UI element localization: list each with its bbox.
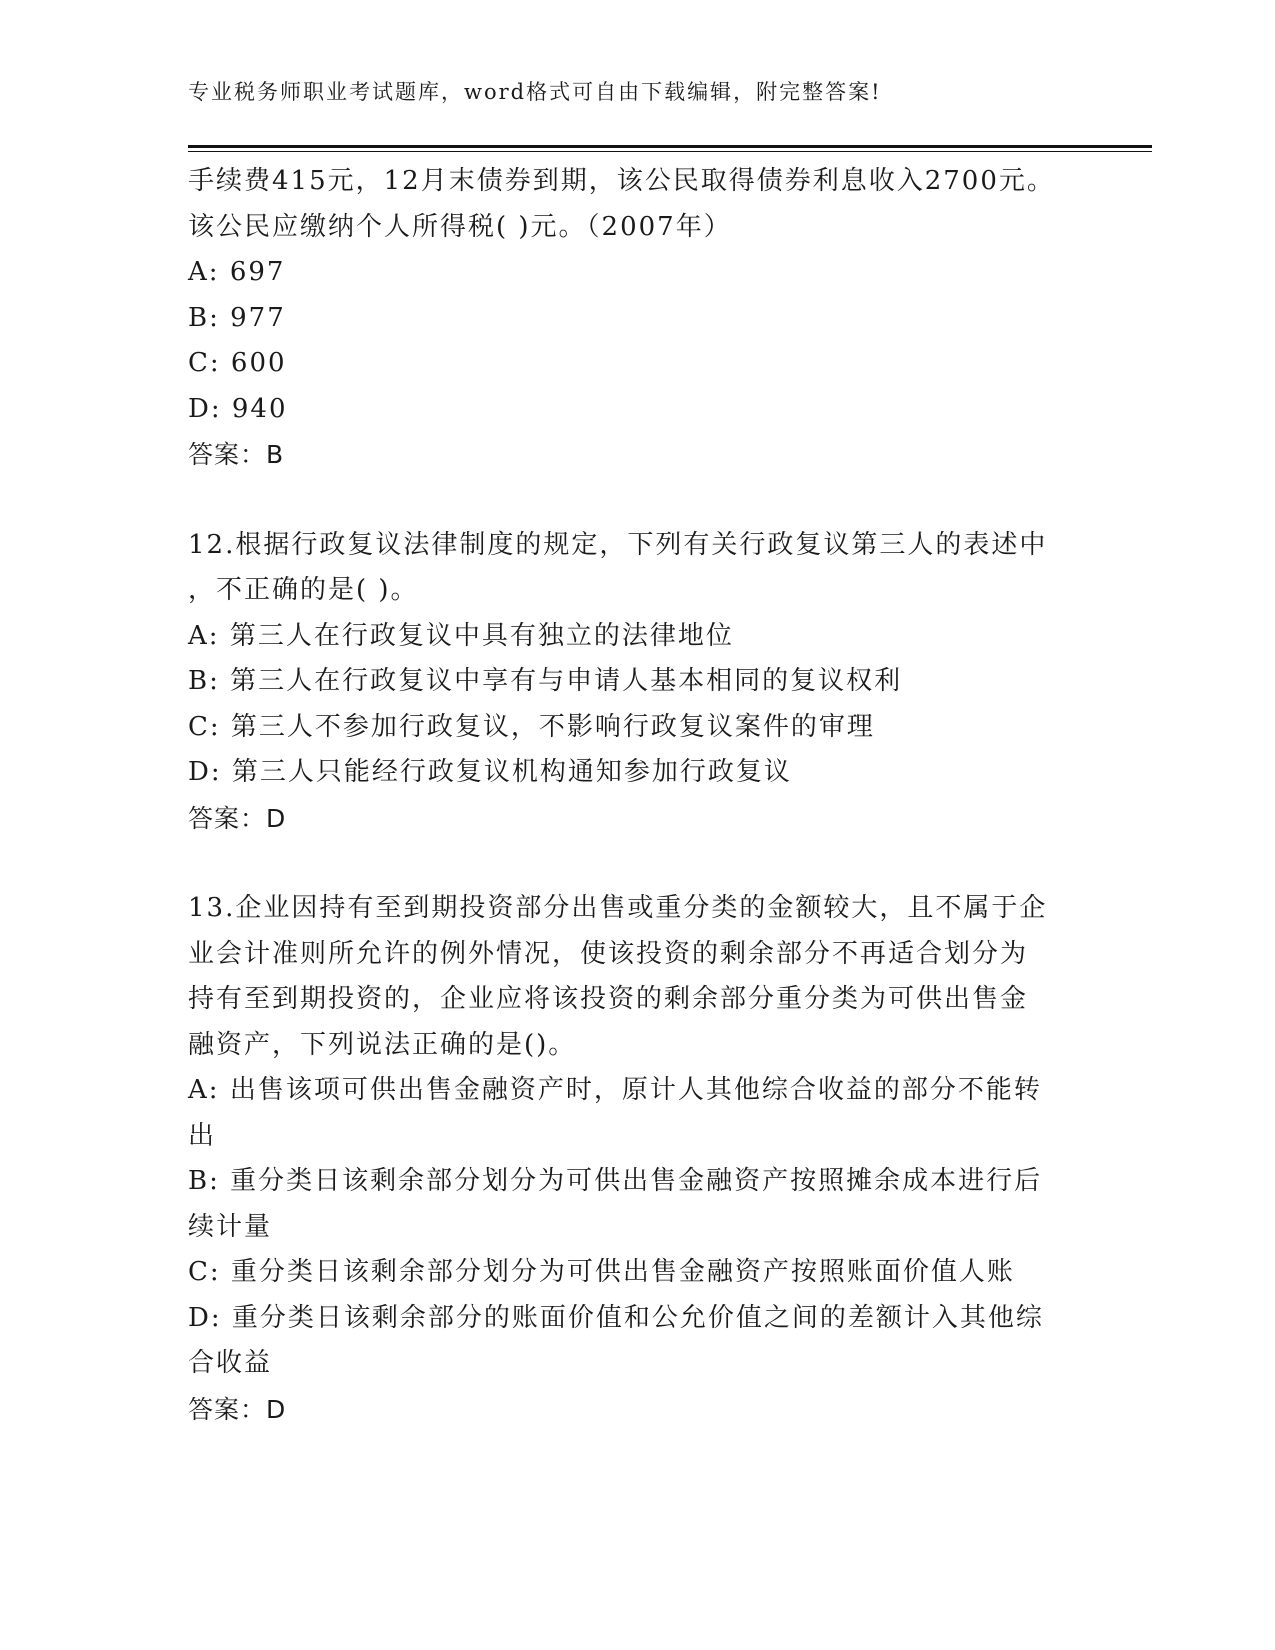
option-text: 重分类日该剩余部分划分为可供出售金融资产按照账面价值人账	[230, 1257, 1015, 1287]
option-d	[188, 387, 1088, 433]
option-text: 940	[231, 393, 288, 424]
option-text: 第三人在行政复议中具有独立的法律地位	[229, 620, 734, 651]
option-b-continuation: 续计量	[188, 1211, 273, 1242]
option-text: 600	[230, 348, 287, 378]
answer: 答案：B	[188, 440, 285, 469]
option-a	[188, 614, 1088, 660]
option-c	[188, 705, 1088, 751]
question-stem-line: 12.根据行政复议法律制度的规定，下列有关行政复议第三人的表述中	[188, 529, 1048, 560]
option-a	[188, 1068, 1088, 1114]
option-key: B:	[188, 666, 220, 696]
answer: 答案：D	[188, 1394, 287, 1424]
question-stem-line: 业会计准则所允许的例外情况，使该投资的剩余部分不再适合划分为	[188, 938, 1029, 969]
spacer	[188, 478, 1088, 523]
question-11	[188, 159, 1088, 478]
option-key: C:	[188, 711, 221, 742]
option-text: 重分类日该剩余部分的账面价值和公允价值之间的差额计入其他综	[231, 1302, 1044, 1333]
spacer	[188, 841, 1088, 886]
option-key: B:	[188, 1166, 220, 1196]
option-key: A:	[188, 257, 220, 287]
option-key: C:	[188, 1257, 221, 1287]
option-text: 977	[230, 302, 286, 333]
option-key: D:	[188, 393, 222, 424]
option-d-continuation: 合收益	[188, 1348, 273, 1378]
question-stem-line: 13.企业因持有至到期投资部分出售或重分类的金额较大，且不属于企	[188, 893, 1048, 923]
header-rule-thick	[188, 145, 1152, 148]
page-header: 专业税务师职业考试题库，word格式可自由下载编辑，附完整答案!	[188, 80, 882, 104]
option-text: 第三人不参加行政复议，不影响行政复议案件的审理	[230, 711, 875, 742]
question-stem-line: 该公民应缴纳个人所得税( )元。（2007年）	[188, 211, 732, 242]
answer: 答案：D	[188, 803, 287, 833]
option-key: A:	[188, 1075, 220, 1105]
question-stem-line: 手续费415元，12月末债券到期，该公民取得债券利息收入2700元。	[188, 166, 1055, 196]
option-d	[188, 1296, 1088, 1342]
question-13	[188, 886, 1088, 1432]
option-d	[188, 750, 1088, 796]
option-text: 第三人在行政复议中享有与申请人基本相同的复议权利	[230, 666, 903, 696]
option-text: 出售该项可供出售金融资产时，原计人其他综合收益的部分不能转	[229, 1075, 1042, 1105]
option-c	[188, 1250, 1088, 1296]
option-text: 重分类日该剩余部分划分为可供出售金融资产按照摊余成本进行后	[230, 1166, 1043, 1196]
header-rule-thin	[188, 151, 1152, 152]
option-key: D:	[188, 757, 222, 787]
question-stem-line: 融资产，下列说法正确的是()。	[188, 1029, 577, 1060]
option-b	[188, 659, 1088, 705]
question-stem-line: ，不正确的是( )。	[188, 575, 419, 605]
option-text: 697	[229, 257, 286, 287]
option-a	[188, 250, 1088, 296]
document-body	[188, 159, 1088, 1432]
option-c	[188, 341, 1088, 387]
option-a-continuation: 出	[188, 1120, 217, 1151]
question-12	[188, 523, 1088, 842]
option-b	[188, 296, 1088, 342]
option-key: B:	[188, 302, 220, 333]
option-b	[188, 1159, 1088, 1205]
option-key: D:	[188, 1302, 222, 1333]
question-stem-line: 持有至到期投资的，企业应将该投资的剩余部分重分类为可供出售金	[188, 984, 1029, 1014]
option-text: 第三人只能经行政复议机构通知参加行政复议	[231, 757, 792, 787]
option-key: A:	[188, 620, 220, 651]
option-key: C:	[188, 348, 221, 378]
